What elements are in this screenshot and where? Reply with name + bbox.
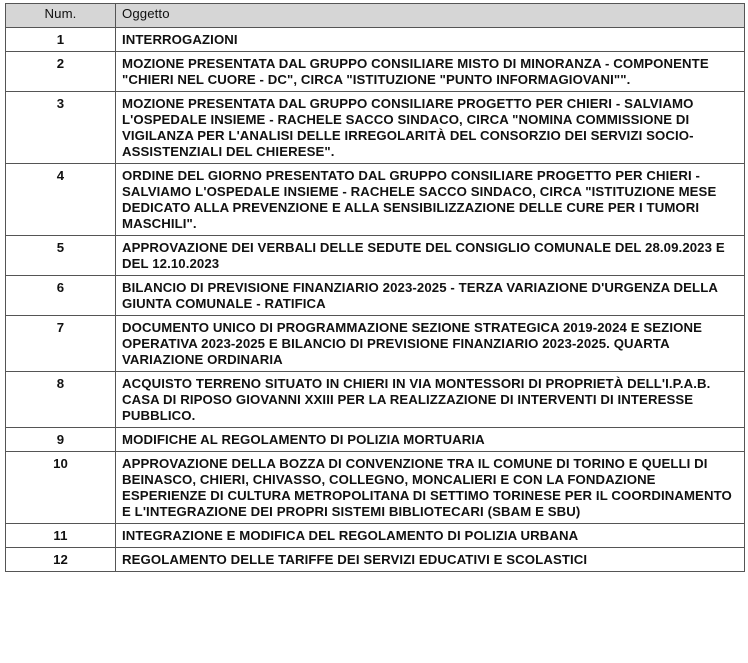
row-number: 4 bbox=[6, 164, 116, 236]
table-row bbox=[6, 236, 745, 276]
table-row bbox=[6, 372, 745, 428]
row-number: 11 bbox=[6, 524, 116, 548]
row-subject: MOZIONE PRESENTATA DAL GRUPPO CONSILIARE PROGETTO PER CHIERI - SALVIAMO L'OSPEDALE INSIEME - RACHELE SACCO SINDACO, CIRCA "NOMINA COMMISSIONE DI VIGILANZA PER L'ANALISI DELLE IRREGOLARITÀ DEL CONSORZIO DEI SERVIZI SOCIO-ASSISTENZIALI DEL CHIERESE". bbox=[116, 92, 745, 164]
header-row bbox=[6, 4, 745, 28]
row-number: 12 bbox=[6, 548, 116, 572]
table-row bbox=[6, 52, 745, 92]
table-row bbox=[6, 548, 745, 572]
table-body bbox=[6, 28, 745, 572]
row-number: 2 bbox=[6, 52, 116, 92]
row-number: 8 bbox=[6, 372, 116, 428]
table-header bbox=[6, 4, 745, 28]
table-row bbox=[6, 524, 745, 548]
table-row bbox=[6, 276, 745, 316]
row-subject: REGOLAMENTO DELLE TARIFFE DEI SERVIZI EDUCATIVI E SCOLASTICI bbox=[116, 548, 745, 572]
row-subject: MODIFICHE AL REGOLAMENTO DI POLIZIA MORTUARIA bbox=[116, 428, 745, 452]
table-row bbox=[6, 452, 745, 524]
row-subject: ORDINE DEL GIORNO PRESENTATO DAL GRUPPO CONSILIARE PROGETTO PER CHIERI - SALVIAMO L'OSPEDALE INSIEME - RACHELE SACCO SINDACO, CIRCA "ISTITUZIONE MESE DEDICATO ALLA PREVENZIONE E ALLA SENSIBILIZZAZIONE DELLE CURE PER I TUMORI MASCHILI". bbox=[116, 164, 745, 236]
row-number: 9 bbox=[6, 428, 116, 452]
row-number: 10 bbox=[6, 452, 116, 524]
agenda-table bbox=[5, 3, 745, 572]
column-header-num: Num. bbox=[6, 4, 116, 28]
table-row bbox=[6, 28, 745, 52]
row-subject: DOCUMENTO UNICO DI PROGRAMMAZIONE SEZIONE STRATEGICA 2019-2024 E SEZIONE OPERATIVA 2023-2025 E BILANCIO DI PREVISIONE FINANZIARIO 2023-2025. QUARTA VARIAZIONE ORDINARIA bbox=[116, 316, 745, 372]
row-subject: ACQUISTO TERRENO SITUATO IN CHIERI IN VIA MONTESSORI DI PROPRIETÀ DELL'I.P.A.B. CASA DI RIPOSO GIOVANNI XXIII PER LA REALIZZAZIONE DI INTERVENTI DI INTERESSE PUBBLICO. bbox=[116, 372, 745, 428]
table-row bbox=[6, 164, 745, 236]
table-row bbox=[6, 316, 745, 372]
table-row bbox=[6, 428, 745, 452]
row-number: 6 bbox=[6, 276, 116, 316]
row-number: 5 bbox=[6, 236, 116, 276]
column-header-subject: Oggetto bbox=[116, 4, 745, 28]
row-number: 3 bbox=[6, 92, 116, 164]
row-subject: INTEGRAZIONE E MODIFICA DEL REGOLAMENTO DI POLIZIA URBANA bbox=[116, 524, 745, 548]
row-number: 7 bbox=[6, 316, 116, 372]
row-subject: INTERROGAZIONI bbox=[116, 28, 745, 52]
row-subject: BILANCIO DI PREVISIONE FINANZIARIO 2023-2025 - TERZA VARIAZIONE D'URGENZA DELLA GIUNTA COMUNALE - RATIFICA bbox=[116, 276, 745, 316]
row-subject: APPROVAZIONE DELLA BOZZA DI CONVENZIONE TRA IL COMUNE DI TORINO E QUELLI DI BEINASCO, CHIERI, CHIVASSO, COLLEGNO, MONCALIERI E CON LA FONDAZIONE ESPERIENZE DI CULTURA METROPOLITANA DI SETTIMO TORINESE PER IL COORDINAMENTO E L'INTEGRAZIONE DEI PROPRI SISTEMI BIBLIOTECARI (SBAM E SBU) bbox=[116, 452, 745, 524]
row-subject: MOZIONE PRESENTATA DAL GRUPPO CONSILIARE MISTO DI MINORANZA - COMPONENTE "CHIERI NEL CUORE - DC", CIRCA "ISTITUZIONE "PUNTO INFORMAGIOVANI"". bbox=[116, 52, 745, 92]
row-subject: APPROVAZIONE DEI VERBALI DELLE SEDUTE DEL CONSIGLIO COMUNALE DEL 28.09.2023 E DEL 12.10.2023 bbox=[116, 236, 745, 276]
row-number: 1 bbox=[6, 28, 116, 52]
table-row bbox=[6, 92, 745, 164]
